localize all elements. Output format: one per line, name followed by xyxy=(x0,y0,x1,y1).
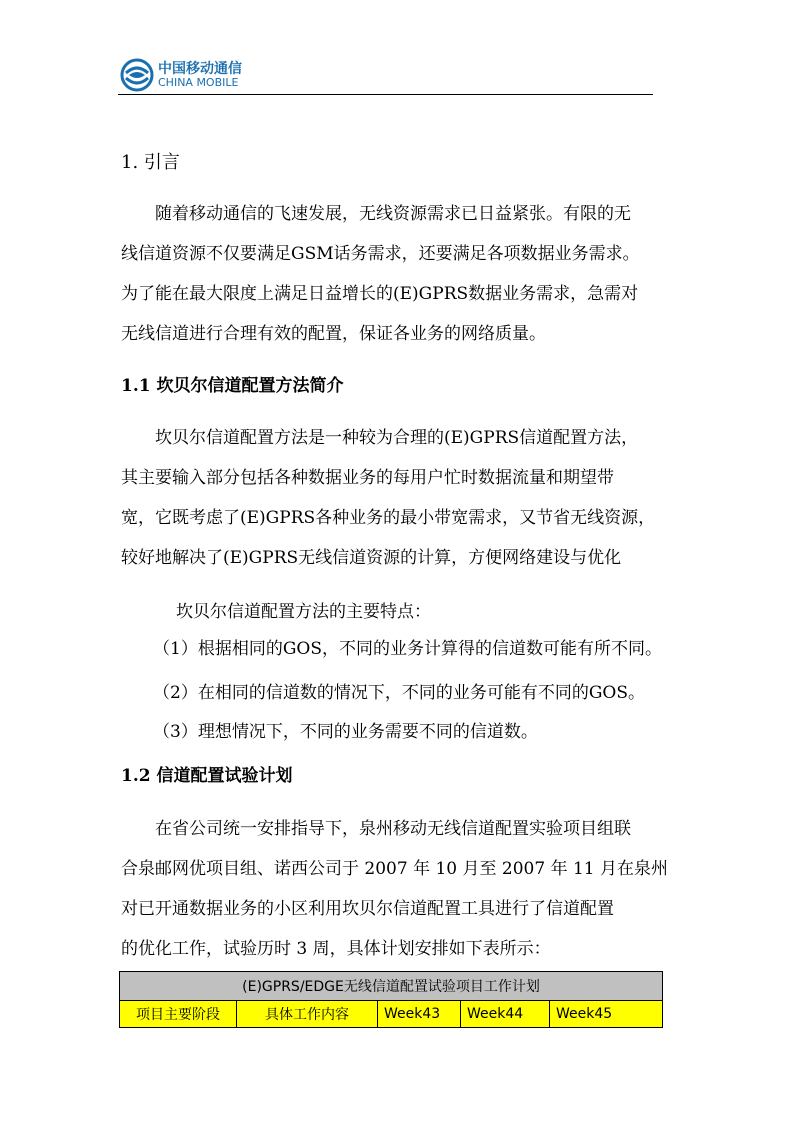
paragraph-line: 的优化工作，试验历时 3 周，具体计划安排如下表所示： xyxy=(121,939,551,959)
paragraph-line: 为了能在最大限度上满足日益增长的(E)GPRS数据业务需求，急需对 xyxy=(121,284,639,304)
column-header: 项目主要阶段 xyxy=(120,1001,237,1028)
paragraph-line: 对已开通数据业务的小区利用坎贝尔信道配置工具进行了信道配置 xyxy=(121,899,614,919)
section-1-paragraph xyxy=(121,194,681,354)
section-1-1-paragraph xyxy=(121,418,681,578)
china-mobile-logo-icon xyxy=(120,58,154,92)
page-header xyxy=(118,52,653,95)
work-plan-table xyxy=(119,971,663,1028)
table-caption: (E)GPRS/EDGE无线信道配置试验项目工作计划 xyxy=(120,972,663,1001)
column-header: Week45 xyxy=(550,1001,663,1028)
section-1-1-heading: 1.1 坎贝尔信道配置方法简介 xyxy=(121,376,344,396)
paragraph-line: 线信道资源不仅要满足GSM话务需求，还要满足各项数据业务需求。 xyxy=(121,244,640,264)
paragraph-line: 坎贝尔信道配置方法是一种较为合理的(E)GPRS信道配置方法， xyxy=(155,428,639,448)
feature-item: （1）根据相同的GOS，不同的业务计算得的信道数可能有所不同。 xyxy=(153,639,662,659)
paragraph-line: 随着移动通信的飞速发展，无线资源需求已日益紧张。有限的无 xyxy=(155,204,631,224)
paragraph-line: 合泉邮网优项目组、诺西公司于 2007 年 10 月至 2007 年 11 月在泉州 xyxy=(121,859,669,879)
paragraph-line: 无线信道进行合理有效的配置，保证各业务的网络质量。 xyxy=(121,324,546,344)
logo-text-cn: 中国移动通信 xyxy=(158,61,242,77)
table-caption-row xyxy=(120,972,663,1001)
column-header: 具体工作内容 xyxy=(237,1001,378,1028)
features-title: 坎贝尔信道配置方法的主要特点： xyxy=(176,602,431,622)
section-1-2-heading: 1.2 信道配置试验计划 xyxy=(121,766,293,786)
section-1-2-paragraph xyxy=(121,809,681,969)
column-header: Week44 xyxy=(461,1001,550,1028)
paragraph-line: 其主要输入部分包括各种数据业务的每用户忙时数据流量和期望带 xyxy=(121,468,614,488)
feature-item: （3）理想情况下，不同的业务需要不同的信道数。 xyxy=(153,722,538,742)
feature-item: （2）在相同的信道数的情况下，不同的业务可能有不同的GOS。 xyxy=(153,683,645,703)
table-header-row xyxy=(120,1001,663,1028)
logo-text-en: CHINA MOBILE xyxy=(158,76,239,89)
paragraph-line: 宽，它既考虑了(E)GPRS各种业务的最小带宽需求，又节省无线资源， xyxy=(121,508,656,528)
column-header: Week43 xyxy=(378,1001,461,1028)
paragraph-line: 较好地解决了(E)GPRS无线信道资源的计算，方便网络建设与优化 xyxy=(121,548,622,568)
paragraph-line: 在省公司统一安排指导下，泉州移动无线信道配置实验项目组联 xyxy=(155,819,631,839)
section-1-heading: 1. 引言 xyxy=(121,152,180,173)
